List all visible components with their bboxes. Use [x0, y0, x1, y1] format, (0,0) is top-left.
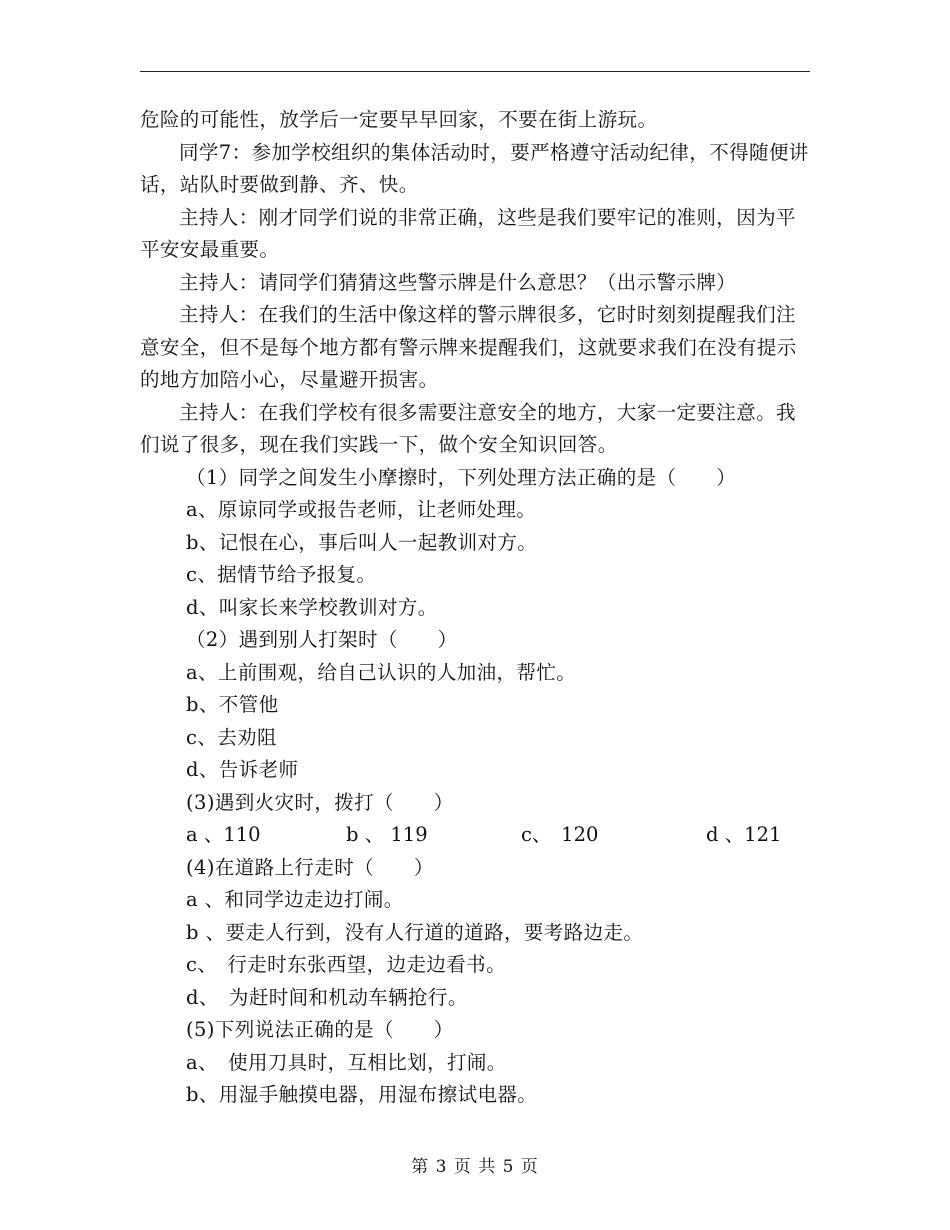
- q1-option-b: b、记恨在心，事后叫人一起教训对方。: [186, 530, 538, 554]
- q3-option-c: c、 120: [521, 823, 599, 846]
- q1-option-a: a、原谅同学或报告老师，让老师处理。: [186, 498, 537, 521]
- paragraph: 危险的可能性，放学后一定要早早回家，不要在街上游玩。: [140, 108, 658, 131]
- page-number-footer: 第 3 页 共 5 页: [411, 1157, 539, 1177]
- q3-option-d: d 、121: [706, 823, 782, 846]
- paragraph: 主持人：请同学们猜猜这些警示牌是什么意思？（出示警示牌）: [179, 270, 737, 294]
- q4-option-d: d、 为赶时间和机动车辆抢行。: [186, 985, 468, 1009]
- q2-option-b: b、不管他: [186, 693, 279, 716]
- q4-option-b: b 、要走人行到，没有人行道的道路，要考路边走。: [186, 920, 644, 944]
- question-5: (5)下列说法正确的是（ ）: [186, 1018, 454, 1041]
- q4-option-c: c、 行走时东张西望，边走边看书。: [186, 953, 506, 976]
- q5-option-b: b、用湿手触摸电器，用湿布擦试电器。: [186, 1083, 538, 1106]
- question-1: （1）同学之间发生小摩擦时，下列处理方法正确的是（ ）: [186, 465, 737, 489]
- q4-option-a: a 、和同学边走边打闹。: [186, 888, 404, 911]
- question-3: (3)遇到火灾时，拨打（ ）: [186, 790, 454, 814]
- question-2: （2）遇到别人打架时（ ）: [186, 628, 458, 651]
- paragraph: 主持人：在我们的生活中像这样的警示牌很多，它时时刻刻提醒我们注意安全，但不是每个地方都有警示牌来提醒我们，这就要求我们在没有提示的地方加陪小心，尽量避开损害。: [140, 303, 797, 391]
- q3-option-a: a 、110: [186, 823, 261, 846]
- q5-option-a: a、 使用刀具时，互相比划，打闹。: [186, 1050, 507, 1074]
- paragraph: 同学7：参加学校组织的集体活动时，要严格遵守活动纪律，不得随便讲话，站队时要做到静、齐、快。: [140, 140, 809, 196]
- paragraph: 主持人：在我们学校有很多需要注意安全的地方，大家一定要注意。我们说了很多，现在我们实践一下，做个安全知识回答。: [140, 400, 796, 456]
- q1-option-c: c、据情节给予报复。: [186, 563, 377, 586]
- paragraph: 主持人：刚才同学们说的非常正确，这些是我们要牢记的准则，因为平平安安最重要。: [140, 205, 796, 261]
- q2-option-c: c、去劝阻: [186, 725, 277, 749]
- question-4: (4)在道路上行走时（ ）: [186, 855, 434, 879]
- q2-option-d: d、告诉老师: [186, 758, 299, 781]
- q3-option-b: b 、 119: [346, 823, 428, 846]
- q1-option-d: d、叫家长来学校教训对方。: [186, 595, 438, 619]
- q2-option-a: a、上前围观，给自己认识的人加油，帮忙。: [186, 660, 577, 684]
- header-rule: [140, 71, 810, 72]
- q3-options-row: [140, 819, 810, 852]
- page-body: [140, 104, 810, 1112]
